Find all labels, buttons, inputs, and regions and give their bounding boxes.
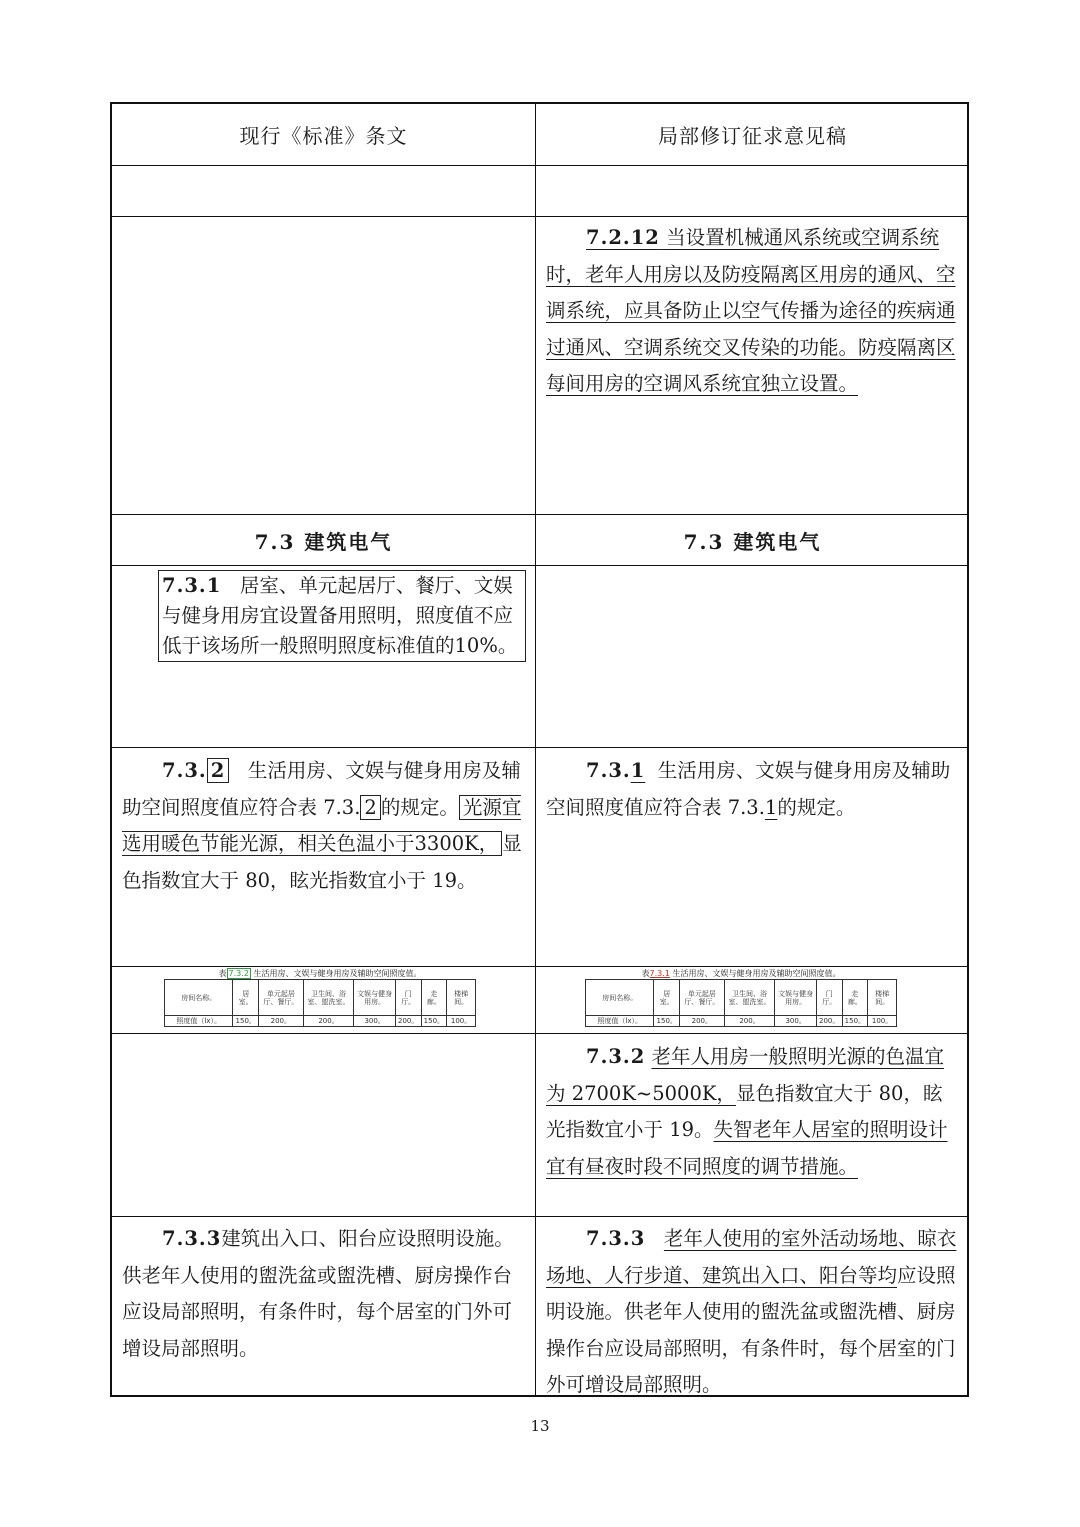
table-cell: 房间名称。 [165, 980, 233, 1016]
table-cell: 150。 [654, 1016, 680, 1027]
table-row [165, 1016, 476, 1027]
table-cell: 200。 [303, 1016, 354, 1027]
clause-7-2-12-new [536, 216, 969, 403]
table-grid [585, 979, 897, 1027]
table-cell: 150。 [842, 1016, 868, 1027]
table-cell: 100。 [868, 1016, 897, 1027]
table-caption-number: 7.3.1 [649, 969, 670, 978]
clause-text: 生活用房、文娱与健身用房及辅助空间照度值应符合表 7.3. [122, 759, 521, 819]
table-cell: 走廊。 [842, 980, 868, 1016]
table-cell: 200。 [395, 1016, 421, 1027]
clause-text: 的规定。 [380, 795, 459, 819]
row-divider [112, 165, 967, 166]
clause-text-underlined: 失智老年人居室的照明设计宜有昼夜时段不同照度的调节措施。 [546, 1118, 948, 1178]
illuminance-table-old [164, 968, 476, 1027]
page-number: 13 [530, 1417, 550, 1435]
clause-7-3-3-new [536, 1221, 969, 1404]
table-cell: 卫生间、浴室、盥洗室。 [724, 980, 775, 1016]
table-cell: 照度值（lx）。 [165, 1016, 233, 1027]
clause-text: 建筑出入口、阳台应设照明设施。供老年人使用的盥洗盆或盥洗槽、厨房操作台应设局部照明，有条件时，每个居室的门外可增设局部照明。 [122, 1227, 514, 1360]
header-revision-draft: 局部修订征求意见稿 [658, 124, 847, 148]
table-cell: 200。 [816, 1016, 842, 1027]
clause-7-3-2-new [536, 1039, 969, 1185]
table-cell: 300。 [775, 1016, 816, 1027]
clause-number: 7.3.3 [586, 1227, 646, 1250]
row-divider [112, 966, 967, 967]
row-divider [112, 565, 967, 566]
clause-number: 7.3.3 [162, 1227, 222, 1250]
table-cell: 单元起居厅、餐厅。 [680, 980, 725, 1016]
clause-number-suffix: 1 [630, 759, 646, 782]
clause-number-suffix: 2 [207, 758, 230, 783]
table-cell: 200。 [680, 1016, 725, 1027]
table-caption-number: 7.3.2 [228, 969, 249, 978]
table-ref: 2 [360, 795, 380, 820]
table-cell: 楼梯间。 [447, 980, 476, 1016]
clause-number-prefix: 7.3. [586, 759, 631, 782]
table-grid [164, 979, 476, 1027]
clause-number: 7.3.1 [162, 574, 222, 597]
clause-number: 7.3.2 [586, 1045, 646, 1068]
comparison-table [110, 102, 969, 1397]
clause-7-3-1-old [112, 570, 535, 665]
table-cell: 居室。 [233, 980, 259, 1016]
clause-7-3-2-old [112, 753, 535, 899]
table-cell: 门厅。 [816, 980, 842, 1016]
table-caption: 表 7.3.2 生活用房、文娱与健身用房及辅助空间照度值。 [218, 969, 422, 978]
table-cell: 楼梯间。 [868, 980, 897, 1016]
clause-text: 当设置机械通风系统或空调系统时，老年人用房以及防疫隔离区用房的通风、空调系统，应具备防止以空气传播为途径的疾病通过通风、空调系统交叉传染的功能。防疫隔离区每间用房的空调风系统宜独立设置。 [546, 226, 956, 395]
boxed-text: 光源宜选用暖色节能光源，相关色温小于3300K， [122, 795, 522, 855]
clause-text: 应设照明设施。供老年人使用的盥洗盆或盥洗槽、厨房操作台应设局部照明，有条件时，每个居室的门外可增设局部照明。 [546, 1263, 956, 1396]
table-cell: 文娱与健身用房。 [354, 980, 395, 1016]
table-row-head [586, 980, 897, 1016]
clause-text: 的规定。 [777, 795, 856, 819]
clause-text: 居室、单元起居厅、餐厅、文娱与健身用房宜设置备用照明，照度值不应低于该场所一般照明照度标准值的10%。 [162, 574, 518, 657]
clause-number: 7.2.12 [586, 226, 660, 249]
section-title-old: 7.3 建筑电气 [254, 529, 393, 554]
clause-text: 生活用房、文娱与健身用房及辅助空间照度值应符合表 7.3. [546, 759, 951, 819]
table-row [586, 1016, 897, 1027]
table-cell: 150。 [233, 1016, 259, 1027]
row-divider [112, 1033, 967, 1034]
row-divider [112, 747, 967, 748]
table-caption: 表7.3.1 生活用房、文娱与健身用房及辅助空间照度值。 [641, 969, 841, 978]
table-cell: 150。 [421, 1016, 447, 1027]
table-cell: 房间名称。 [586, 980, 654, 1016]
clause-text: 显色指数宜大于 80，眩光指数宜小于 19。 [546, 1081, 943, 1141]
table-cell: 照度值（lx）。 [586, 1016, 654, 1027]
table-ref: 1 [764, 795, 778, 819]
illuminance-table-new [585, 968, 897, 1027]
table-cell: 200。 [724, 1016, 775, 1027]
table-cell: 走廊。 [421, 980, 447, 1016]
clause-number-prefix: 7.3. [162, 759, 207, 782]
table-cell: 单元起居厅、餐厅。 [259, 980, 304, 1016]
header-current-standard: 现行《标准》条文 [239, 124, 408, 148]
row-divider [112, 1216, 967, 1217]
clause-7-3-1-new [536, 753, 969, 826]
table-cell: 300。 [354, 1016, 395, 1027]
clause-text-underlined: 老年人用房一般照明光源的色温宜为 2700K~5000K， [546, 1045, 945, 1105]
clause-7-3-3-old [112, 1221, 535, 1367]
table-row-head [165, 980, 476, 1016]
table-cell: 文娱与健身用房。 [775, 980, 816, 1016]
table-cell: 卫生间、浴室、盥洗室。 [303, 980, 354, 1016]
clause-text: 显色指数宜大于 80，眩光指数宜小于 19。 [122, 832, 522, 892]
table-cell: 门厅。 [395, 980, 421, 1016]
section-title-new: 7.3 建筑电气 [683, 529, 822, 554]
table-cell: 200。 [259, 1016, 304, 1027]
table-cell: 100。 [447, 1016, 476, 1027]
table-cell: 居室。 [654, 980, 680, 1016]
clause-text-underlined: 老年人使用的室外活动场地、晾衣场地、人行步道、建筑出入口、阳台等均 [546, 1227, 957, 1287]
